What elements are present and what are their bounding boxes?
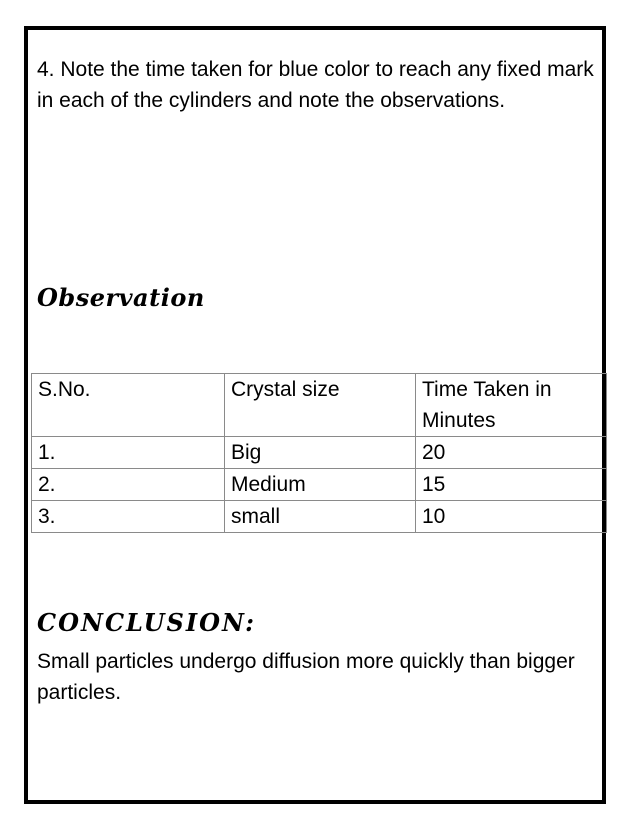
table-cell-sno: 1. — [32, 437, 225, 469]
header-time-taken: Time Taken in Minutes — [416, 374, 607, 437]
conclusion-text: Small particles undergo diffusion more quickly than bigger particles. — [37, 650, 575, 704]
table-cell-crystal-size: Big — [225, 437, 416, 469]
table-row — [32, 501, 607, 533]
observation-table — [31, 373, 607, 533]
procedure-step-4: 4. Note the time taken for blue color to reach any fixed mark in each of the cylinders and note the observations. — [37, 58, 594, 112]
table-header-row — [32, 374, 607, 437]
table-cell-sno: 2. — [32, 469, 225, 501]
header-sno: S.No. — [32, 374, 225, 437]
table-cell-time: 10 — [416, 501, 607, 533]
table-cell-time: 20 — [416, 437, 607, 469]
table-cell-time: 15 — [416, 469, 607, 501]
table-cell-crystal-size: small — [225, 501, 416, 533]
table-cell-sno: 3. — [32, 501, 225, 533]
table-row — [32, 437, 607, 469]
header-crystal-size: Crystal size — [225, 374, 416, 437]
table-cell-crystal-size: Medium — [225, 469, 416, 501]
table-row — [32, 469, 607, 501]
observation-heading: Observation — [37, 283, 205, 312]
conclusion-heading: CONCLUSION: — [37, 608, 256, 637]
